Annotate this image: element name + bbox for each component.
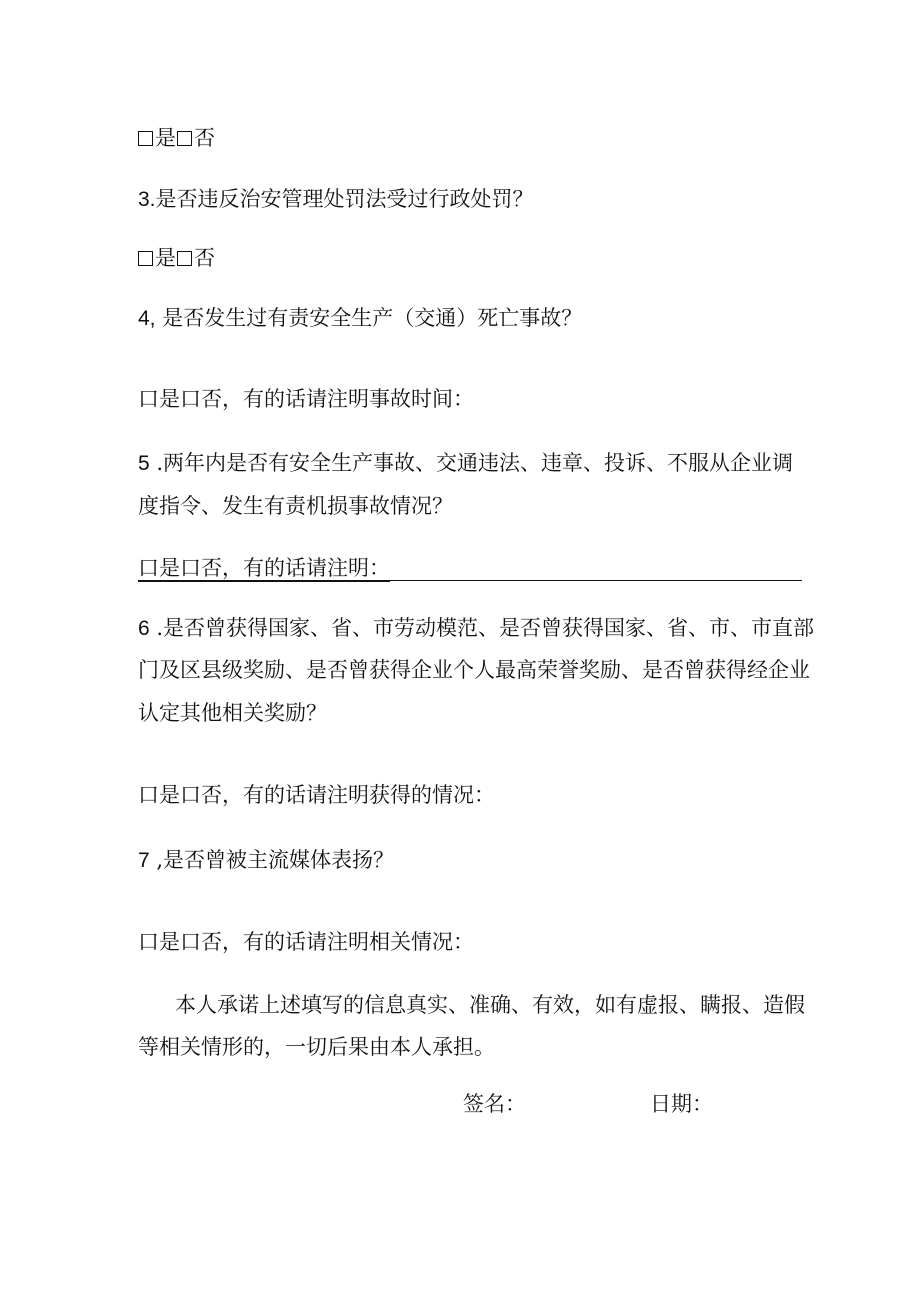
- q4-answer: 口是口否，有的话请注明事故时间：: [138, 387, 474, 411]
- no-checkbox[interactable]: [177, 131, 192, 146]
- q6-answer: 口是口否，有的话请注明获得的情况：: [138, 783, 495, 807]
- question-text: .两年内是否有安全生产事故、交通违法、违章、投诉、不服从企业调: [156, 451, 794, 475]
- question-text: 是否发生过有责安全生产（交通）死亡事故？: [162, 306, 583, 330]
- question-number: 5: [138, 452, 150, 475]
- no-label: 否: [194, 126, 215, 150]
- q2-options: [138, 123, 215, 153]
- question-number: 7: [138, 849, 150, 872]
- question-5-line-2: 度指令、发生有责机损事故情况？: [138, 494, 453, 518]
- question-6-line-3: 认定其他相关奖励？: [138, 701, 327, 725]
- question-3: [138, 184, 534, 215]
- yes-checkbox[interactable]: [138, 131, 153, 146]
- fill-in-blank[interactable]: [390, 558, 802, 581]
- question-6-line-2: 门及区县级奖励、是否曾获得企业个人最高荣誉奖励、是否曾获得经企业: [138, 658, 810, 682]
- signature-label: 签名：: [463, 1092, 526, 1116]
- answer-text: 口是口否，有的话请注明：: [138, 556, 390, 580]
- question-text: ,是否曾被主流媒体表扬？: [156, 848, 395, 872]
- no-checkbox[interactable]: [177, 251, 192, 266]
- date-label: 日期：: [650, 1092, 713, 1116]
- yes-label: 是: [155, 246, 176, 270]
- question-text: .是否曾获得国家、省、市劳动模范、是否曾获得国家、省、市、市直部: [156, 616, 815, 640]
- question-6-line-1: [138, 613, 814, 644]
- pledge-line-1: 本人承诺上述填写的信息真实、准确、有效，如有虚报、瞒报、造假: [175, 993, 805, 1017]
- q5-answer: [138, 553, 802, 583]
- question-5-line-1: [138, 448, 793, 479]
- yes-label: 是: [155, 126, 176, 150]
- yes-checkbox[interactable]: [138, 251, 153, 266]
- question-number: 6: [138, 617, 150, 640]
- pledge-line-2: 等相关情形的，一切后果由本人承担。: [138, 1035, 495, 1059]
- q7-answer: 口是口否，有的话请注明相关情况：: [138, 930, 474, 954]
- no-label: 否: [194, 246, 215, 270]
- question-number: 4,: [138, 307, 156, 330]
- question-text: 是否违反治安管理处罚法受过行政处罚？: [155, 187, 534, 211]
- question-7: [138, 845, 394, 876]
- q3-options: [138, 243, 215, 273]
- question-number: 3.: [138, 188, 156, 211]
- question-4: [138, 303, 582, 334]
